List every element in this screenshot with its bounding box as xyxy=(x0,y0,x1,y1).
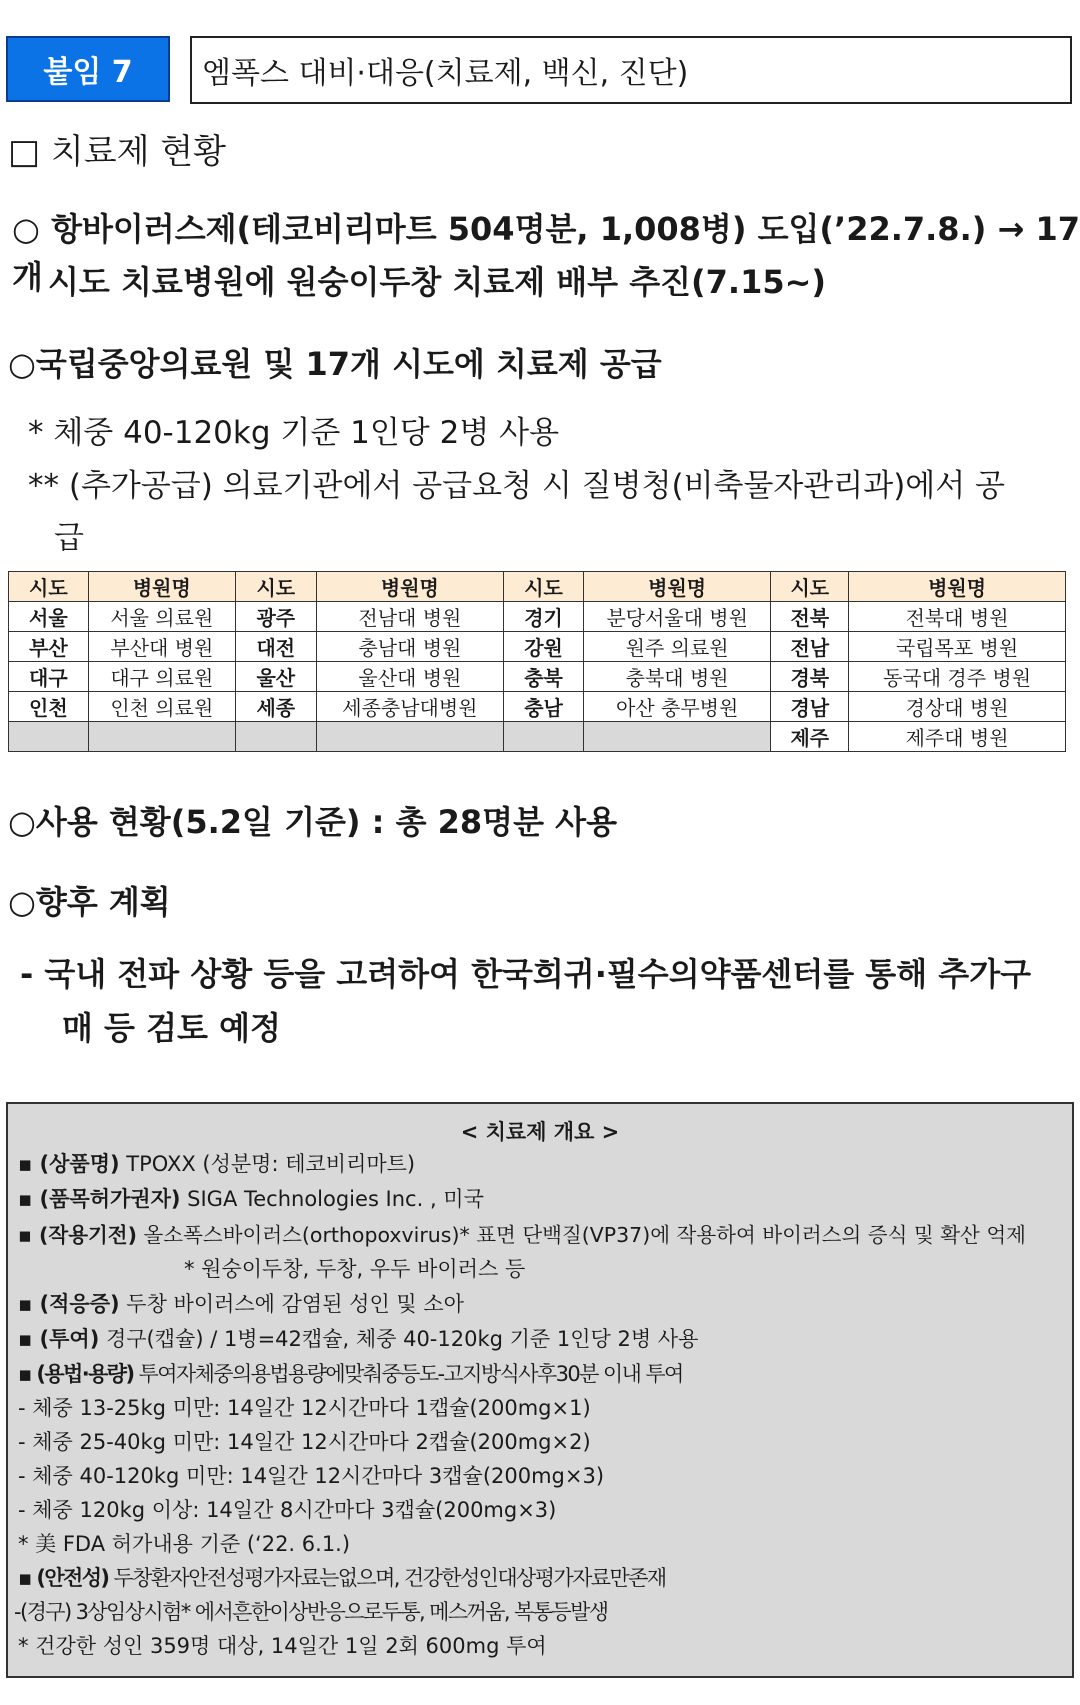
overview-item-indication: ▪ (적응증) 두창 바이러스에 감염된 성인 및 소아 xyxy=(18,1292,464,1316)
overview-item-mechanism: ▪ (작용기전) 올소폭스바이러스(orthopoxvirus)* 표면 단백질(VP37)에 작용하여 바이러스의 증식 및 확산 억제 xyxy=(18,1223,1026,1247)
overview-item-product: ▪ (상품명) TPOXX (성분명: 테코비리마트) xyxy=(18,1152,416,1176)
table-cell-hospital: 인천 의료원 xyxy=(88,692,235,722)
overview-item-administration: ▪ (투여) 경구(캡슐) / 1병=42캡슐, 체중 40-120kg 기준 1인당 2병 사용 xyxy=(18,1327,699,1351)
treatment-overview-box xyxy=(6,1102,1074,1678)
safety-note: * 건강한 성인 359명 대상, 14일간 1일 2회 600mg 투여 xyxy=(18,1634,547,1658)
table-cell-hospital: 부산대 병원 xyxy=(88,632,235,662)
header-sido: 시도 xyxy=(771,572,849,602)
table-row xyxy=(9,662,1066,692)
table-row xyxy=(9,632,1066,662)
note-additional-supply: ** (추가공급) 의료기관에서 공급요청 시 질병청(비축물자관리과)에서 공 xyxy=(28,468,1005,504)
table-cell-sido: 부산 xyxy=(9,632,89,662)
table-row xyxy=(9,692,1066,722)
table-cell-sido: 충남 xyxy=(504,692,584,722)
table-cell-sido: 전북 xyxy=(771,602,849,632)
table-cell-empty xyxy=(9,722,89,752)
table-cell-sido: 대구 xyxy=(9,662,89,692)
plan-line2: 매 등 검토 예정 xyxy=(62,1009,281,1047)
usage-status: ○사용 현황(5.2일 기준) : 총 28명분 사용 xyxy=(8,803,617,841)
table-cell-empty xyxy=(504,722,584,752)
table-cell-hospital: 분당서울대 병원 xyxy=(583,602,771,632)
overview-item-safety: ▪ (안전성) 두창환자안전성평가자료는없으며, 건강한성인대상평가자료만존재 xyxy=(18,1566,666,1590)
table-cell-hospital: 전남대 병원 xyxy=(316,602,504,632)
table-cell-hospital: 서울 의료원 xyxy=(88,602,235,632)
table-cell-sido: 서울 xyxy=(9,602,89,632)
dosage-line: - 체중 40-120kg 미만: 14일간 12시간마다 3캡슐(200mg×3) xyxy=(18,1464,605,1488)
fda-note: * 美 FDA 허가내용 기준 (‘22. 6.1.) xyxy=(18,1532,351,1556)
header-sido: 시도 xyxy=(235,572,316,602)
table-cell-sido: 광주 xyxy=(235,602,316,632)
table-cell-sido: 대전 xyxy=(235,632,316,662)
table-cell-empty xyxy=(316,722,504,752)
header-sido: 시도 xyxy=(9,572,89,602)
table-cell-hospital: 경상대 병원 xyxy=(849,692,1066,722)
table-cell-hospital: 원주 의료원 xyxy=(583,632,771,662)
table-cell-sido: 경기 xyxy=(504,602,584,632)
bullet-antiviral-line1: ○ 항바이러스제(테코비리마트 504명분, 1,008병) 도입(’22.7.8.) → 17개 xyxy=(12,210,1080,296)
document-title-box xyxy=(190,36,1072,104)
table-cell-hospital: 대구 의료원 xyxy=(88,662,235,692)
table-cell-sido: 경북 xyxy=(771,662,849,692)
table-cell-hospital: 동국대 경주 병원 xyxy=(849,662,1066,692)
table-cell-sido: 전남 xyxy=(771,632,849,662)
table-cell-empty xyxy=(583,722,771,752)
table-cell-empty xyxy=(88,722,235,752)
overview-item-dosage: ▪ (용법·용량) 투여자체중의용법용량에맞춰중등도-고지방식사후30분 이내 투여 xyxy=(18,1362,683,1386)
header-hospital: 병원명 xyxy=(583,572,771,602)
table-cell-sido: 인천 xyxy=(9,692,89,722)
safety-detail: -(경구) 3상임상시험* 에서흔한이상반응으로두통, 메스꺼움, 복통등발생 xyxy=(14,1600,608,1624)
table-cell-hospital: 세종충남대병원 xyxy=(316,692,504,722)
overview-item-mechanism-note: * 원숭이두창, 두창, 우두 바이러스 등 xyxy=(184,1257,526,1281)
table-cell-sido: 제주 xyxy=(771,722,849,752)
plan-title: ○향후 계획 xyxy=(8,883,171,921)
table-cell-sido: 강원 xyxy=(504,632,584,662)
table-cell-hospital: 울산대 병원 xyxy=(316,662,504,692)
header-hospital: 병원명 xyxy=(849,572,1066,602)
dosage-line: - 체중 13-25kg 미만: 14일간 12시간마다 1캡슐(200mg×1) xyxy=(18,1396,591,1420)
table-cell-hospital: 충북대 병원 xyxy=(583,662,771,692)
header-hospital: 병원명 xyxy=(88,572,235,602)
table-cell-hospital: 국립목포 병원 xyxy=(849,632,1066,662)
table-cell-sido: 충북 xyxy=(504,662,584,692)
dosage-line: - 체중 25-40kg 미만: 14일간 12시간마다 2캡슐(200mg×2) xyxy=(18,1430,591,1454)
overview-title: < 치료제 개요 > xyxy=(460,1120,620,1144)
table-cell-hospital: 아산 충무병원 xyxy=(583,692,771,722)
overview-item-license-holder: ▪ (품목허가권자) SIGA Technologies Inc. , 미국 xyxy=(18,1187,484,1211)
plan-line1: - 국내 전파 상황 등을 고려하여 한국희귀·필수의약품센터를 통해 추가구 xyxy=(20,955,1032,993)
section-title: □ 치료제 현황 xyxy=(8,132,226,172)
table-header-row xyxy=(9,572,1066,602)
header-sido: 시도 xyxy=(504,572,584,602)
hospital-table xyxy=(8,571,1066,752)
table-cell-hospital: 전북대 병원 xyxy=(849,602,1066,632)
note-dose: * 체중 40-120kg 기준 1인당 2병 사용 xyxy=(28,415,560,451)
note-additional-supply-cont: 급 xyxy=(54,520,84,556)
table-cell-sido: 경남 xyxy=(771,692,849,722)
appendix-badge: 붙임 7 xyxy=(6,36,170,102)
table-row xyxy=(9,602,1066,632)
table-row xyxy=(9,722,1066,752)
table-cell-sido: 세종 xyxy=(235,692,316,722)
header-hospital: 병원명 xyxy=(316,572,504,602)
table-cell-hospital: 제주대 병원 xyxy=(849,722,1066,752)
bullet-supply: ○국립중앙의료원 및 17개 시도에 치료제 공급 xyxy=(8,345,662,383)
table-cell-sido: 울산 xyxy=(235,662,316,692)
table-cell-hospital: 충남대 병원 xyxy=(316,632,504,662)
table-cell-empty xyxy=(235,722,316,752)
dosage-line: - 체중 120kg 이상: 14일간 8시간마다 3캡슐(200mg×3) xyxy=(18,1498,557,1522)
bullet-antiviral-line2: 시도 치료병원에 원숭이두창 치료제 배부 추진(7.15~) xyxy=(48,263,827,301)
document-title: 엠폭스 대비·대응(치료제, 백신, 진단) xyxy=(202,56,689,91)
